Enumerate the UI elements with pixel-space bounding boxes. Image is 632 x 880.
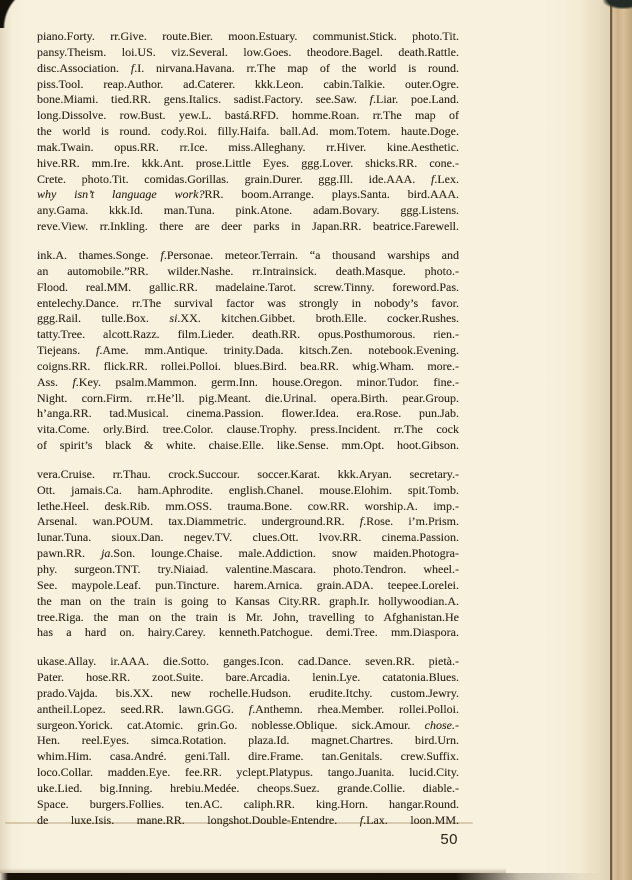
italic-text: si bbox=[169, 311, 178, 326]
text-segment: Flood. real.MM. gallic.RR. madelaine.Tarot. screw.Tinny. foreword.Pas. bbox=[37, 279, 459, 294]
text-segment: disc.Association. bbox=[37, 60, 131, 75]
text-segment: h’anga.RR. tad.Musical. cinema.Passion. flower.Idea. era.Rose. pun.Jab. bbox=[37, 406, 459, 421]
text-line bbox=[37, 187, 459, 203]
text-line bbox=[37, 718, 459, 734]
text-segment: long.Dissolve. row.Bust. yew.L. bastá.RFD. homme.Roan. rr.The map of bbox=[37, 108, 459, 123]
text-line bbox=[37, 422, 459, 438]
italic-text: f bbox=[96, 343, 100, 358]
italic-text: ja bbox=[101, 546, 111, 561]
text-segment: .Personae. meteor.Terrain. “a thousand warships and bbox=[163, 247, 459, 262]
text-line bbox=[37, 248, 459, 264]
text-segment: coigns.RR. flick.RR. rollei.Polloi. blues.Bird. bea.RR. whig.Wham. more.- bbox=[37, 358, 459, 373]
text-line bbox=[37, 514, 459, 530]
text-segment: lunar.Tuna. sioux.Dan. negev.TV. clues.Ott. lvov.RR. cinema.Passion. bbox=[37, 530, 459, 545]
text-segment: Night. corn.Firm. rr.He’ll. pig.Meant. die.Urinal. opera.Birth. pear.Group. bbox=[37, 390, 459, 405]
text-line bbox=[37, 29, 459, 45]
text-segment: any.Gama. kkk.Id. man.Tuna. pink.Atone. adam.Bovary. ggg.Listens. bbox=[37, 203, 459, 218]
italic-text: f bbox=[359, 812, 364, 827]
text-line bbox=[37, 311, 459, 327]
text-line bbox=[37, 467, 459, 483]
text-line bbox=[37, 438, 459, 454]
text-segment: .Anthemn. rhea.Member. rollei.Polloi. bbox=[252, 701, 459, 716]
text-line bbox=[37, 733, 459, 749]
text-segment: .XX. kitchen.Gibbet. broth.Elle. cocker.Rushes. bbox=[177, 311, 459, 326]
italic-text: f bbox=[248, 701, 253, 716]
text-line bbox=[37, 654, 459, 670]
text-line bbox=[37, 296, 459, 312]
page-left-shadow bbox=[0, 0, 12, 880]
italic-text: f bbox=[130, 60, 135, 75]
text-line bbox=[37, 781, 459, 797]
text-segment: piss.Tool. reap.Author. ad.Caterer. kkk.Leon. cabin.Talkie. outer.Ogre. bbox=[37, 76, 459, 91]
text-segment: RR. boom.Arrange. plays.Santa. bird.AAA. bbox=[204, 187, 459, 202]
text-line bbox=[37, 219, 459, 235]
text-segment: bone.Miami. tied.RR. gens.Italics. sadist.Factory. see.Saw. bbox=[37, 92, 370, 107]
text-segment: pawn.RR. bbox=[37, 546, 102, 561]
italic-text: chose.- bbox=[424, 717, 459, 732]
text-segment: de luxe.Isis. mane.RR. longshot.Double-Entendre. bbox=[37, 812, 360, 827]
text-segment: .Rose. i’m.Prism. bbox=[363, 514, 459, 529]
text-segment: vita.Come. orly.Bird. tree.Color. clause.Trophy. press.Incident. rr.The cock bbox=[37, 422, 459, 437]
paragraph bbox=[37, 29, 459, 235]
text-segment: Tiejeans. bbox=[37, 343, 97, 358]
page-stack-edge-right bbox=[610, 0, 632, 880]
text-segment: hive.RR. mm.Ire. kkk.Ant. prose.Little Eyes. ggg.Lover. shicks.RR. cone.- bbox=[37, 155, 459, 170]
text-line bbox=[37, 562, 459, 578]
text-segment: Pater. hose.RR. zoot.Suite. bare.Arcadia. lenin.Lye. catatonia.Blues. bbox=[37, 670, 459, 685]
text-segment: tree.Riga. the man on the train is Mr. John, travelling to Afghanistan.He bbox=[37, 609, 459, 624]
text-line bbox=[37, 749, 459, 765]
text-segment: pansy.Theism. loi.US. viz.Several. low.Goes. theodore.Bagel. death.Rattle. bbox=[37, 44, 459, 59]
paragraph bbox=[37, 654, 459, 828]
page-curl-shadow bbox=[580, 0, 610, 880]
text-segment: ink.A. thames.Songe. bbox=[37, 247, 161, 262]
text-segment: has a hard on. hairy.Carey. kenneth.Patchogue. demi.Tree. mm.Diaspora. bbox=[37, 625, 459, 640]
text-segment: prado.Vajda. bis.XX. new rochelle.Hudson. erudite.Itchy. custom.Jewry. bbox=[37, 685, 459, 700]
text-segment: of spirit’s black & white. chaise.Elle. like.Sense. mm.Opt. hoot.Gibson. bbox=[37, 438, 459, 453]
text-segment: Arsenal. wan.POUM. tax.Diammetric. underground.RR. bbox=[37, 514, 360, 529]
text-line bbox=[37, 203, 459, 219]
text-line bbox=[37, 45, 459, 61]
text-line bbox=[37, 77, 459, 93]
text-segment: uke.Lied. big.Inning. hrebiu.Medée. cheops.Suez. grande.Collie. diable.- bbox=[37, 780, 459, 795]
text-line bbox=[37, 156, 459, 172]
text-segment: .Ame. mm.Antique. trinity.Dada. kitsch.Zen. notebook.Evening. bbox=[99, 343, 459, 358]
text-line bbox=[37, 375, 459, 391]
text-segment: an automobile.”RR. wilder.Nashe. rr.Intrainsick. death.Masque. photo.- bbox=[37, 263, 459, 278]
text-segment: .Son. lounge.Chaise. male.Addiction. snow maiden.Photogra- bbox=[110, 546, 460, 561]
italic-text: f bbox=[72, 374, 76, 389]
text-segment: Ott. jamais.Ca. ham.Aphrodite. english.Chanel. mouse.Elohim. spit.Tomb. bbox=[37, 482, 459, 497]
folio-row bbox=[37, 831, 458, 849]
text-segment: loco.Collar. madden.Eye. fee.RR. yclept.Platypus. tango.Juanita. lucid.City. bbox=[37, 765, 459, 780]
text-segment: whim.Him. casa.André. geni.Tall. dire.Frame. tan.Genitals. crew.Suffix. bbox=[37, 749, 459, 764]
text-line bbox=[37, 343, 459, 359]
text-segment: piano.Forty. rr.Give. route.Bier. moon.Estuary. communist.Stick. photo.Tit. bbox=[37, 29, 459, 43]
text-line bbox=[37, 702, 459, 718]
text-segment: entelechy.Dance. rr.The survival factor was strongly in nobody’s favor. bbox=[37, 295, 459, 310]
text-line bbox=[37, 499, 459, 515]
text-line bbox=[37, 578, 459, 594]
text-line bbox=[37, 359, 459, 375]
text-line bbox=[37, 61, 459, 77]
text-line bbox=[37, 625, 459, 641]
italic-text: f bbox=[431, 171, 435, 186]
text-line bbox=[37, 765, 459, 781]
text-line bbox=[37, 670, 459, 686]
page-number: 50 bbox=[440, 831, 458, 848]
text-segment: antheil.Lopez. seed.RR. lawn.GGG. bbox=[37, 701, 249, 716]
text-segment: .Liar. poe.Land. bbox=[372, 92, 460, 107]
text-segment: .Key. psalm.Mammon. germ.Inn. house.Oregon. minor.Tudor. fine.- bbox=[75, 374, 459, 389]
text-segment: vera.Cruise. rr.Thau. crock.Succour. soccer.Karat. kkk.Aryan. secretary.- bbox=[37, 466, 459, 481]
text-segment: mak.Twain. opus.RR. rr.Ice. miss.Alleghany. rr.Hiver. kine.Aesthetic. bbox=[37, 139, 459, 154]
paragraph bbox=[37, 467, 459, 641]
text-line bbox=[37, 610, 459, 626]
italic-text: f bbox=[369, 92, 373, 107]
text-segment: .I. nirvana.Havana. rr.The map of the world is round. bbox=[134, 60, 459, 75]
text-line bbox=[37, 327, 459, 343]
text-segment: the world is round. cody.Roi. filly.Haifa. ball.Ad. mom.Totem. haute.Doge. bbox=[37, 124, 459, 139]
text-line bbox=[37, 546, 459, 562]
text-segment: surgeon.Yorick. cat.Atomic. grin.Go. noblesse.Oblique. sick.Amour. bbox=[37, 717, 425, 732]
text-line bbox=[37, 797, 459, 813]
text-segment: Crete. photo.Tit. comidas.Gorillas. grain.Durer. ggg.Ill. ide.AAA. bbox=[37, 171, 431, 186]
italic-text: why isn’t language work? bbox=[37, 187, 205, 202]
text-segment: lethe.Heel. desk.Rib. mm.OSS. trauma.Bone. cow.RR. worship.A. imp.- bbox=[37, 498, 459, 513]
text-line bbox=[37, 594, 459, 610]
paragraph bbox=[37, 248, 459, 454]
text-line bbox=[37, 280, 459, 296]
text-line bbox=[37, 483, 459, 499]
text-segment: reve.View. rr.Inkling. there are deer parks in Japan.RR. beatrice.Farewell. bbox=[37, 219, 459, 234]
italic-text: f bbox=[160, 247, 164, 262]
text-line bbox=[37, 813, 459, 829]
text-segment: Hen. reel.Eyes. simca.Rotation. plaza.Id. magnet.Chartres. bird.Urn. bbox=[37, 733, 459, 748]
text-line bbox=[37, 92, 459, 108]
text-line bbox=[37, 140, 459, 156]
text-segment: ukase.Allay. ir.AAA. die.Sotto. ganges.Icon. cad.Dance. seven.RR. pietà.- bbox=[37, 654, 459, 669]
text-line bbox=[37, 264, 459, 280]
scan-corner-top-left bbox=[0, 0, 46, 28]
text-segment: Ass. bbox=[37, 374, 73, 389]
text-line bbox=[37, 686, 459, 702]
text-line bbox=[37, 406, 459, 422]
text-line bbox=[37, 124, 459, 140]
text-line bbox=[37, 108, 459, 124]
body-text bbox=[37, 29, 459, 829]
page-bottom-edge bbox=[0, 873, 632, 880]
text-segment: tatty.Tree. alcott.Razz. film.Lieder. death.RR. opus.Posthumorous. rien.- bbox=[37, 327, 459, 342]
text-line bbox=[37, 530, 459, 546]
text-segment: See. maypole.Leaf. pun.Tincture. harem.Arnica. grain.ADA. teepee.Lorelei. bbox=[37, 577, 459, 592]
text-segment: Space. burgers.Follies. ten.AC. caliph.RR. king.Horn. hangar.Round. bbox=[37, 796, 459, 811]
italic-text: f bbox=[359, 514, 364, 529]
text-segment: phy. surgeon.TNT. try.Niaiad. valentine.Mascara. photo.Tendron. wheel.- bbox=[37, 562, 459, 576]
text-segment: .Lax. loon.MM. bbox=[363, 812, 459, 827]
text-segment: .Lex. bbox=[434, 171, 459, 186]
text-segment: ggg.Rail. tulle.Box. bbox=[37, 311, 170, 326]
text-line bbox=[37, 391, 459, 407]
text-segment: the man on the train is going to Kansas City.RR. graph.Ir. hollywoodian.A. bbox=[37, 593, 459, 608]
text-line bbox=[37, 172, 459, 188]
